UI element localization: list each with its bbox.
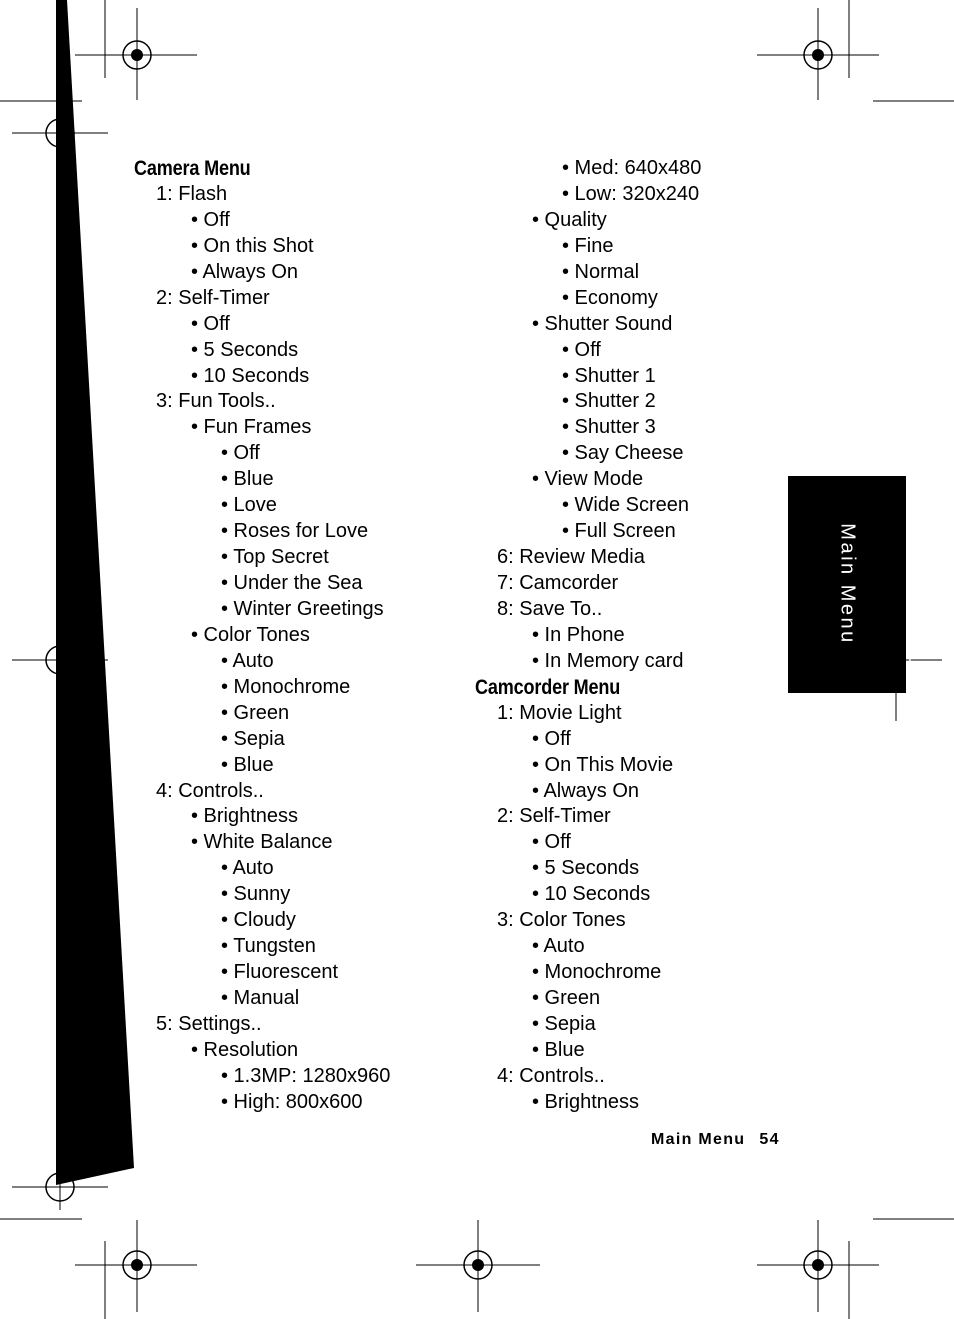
menu-item: • Monochrome xyxy=(532,961,662,984)
menu-item: • 1.3MP: 1280x960 xyxy=(221,1064,391,1087)
menu-item: • Brightness xyxy=(532,1090,640,1113)
menu-item: • Resolution xyxy=(191,1038,299,1061)
menu-item: • On This Movie xyxy=(532,753,674,776)
menu-heading: Camcorder Menu xyxy=(475,675,621,699)
menu-item: • In Phone xyxy=(532,623,625,646)
menu-item: • Brightness xyxy=(191,805,299,828)
menu-item: • Blue xyxy=(532,1038,585,1061)
menu-item: • Color Tones xyxy=(191,623,310,646)
menu-item: • Always On xyxy=(191,260,299,283)
menu-item: • Auto xyxy=(221,649,274,672)
menu-item: • Shutter 3 xyxy=(562,416,656,439)
menu-item: • Monochrome xyxy=(221,675,351,698)
menu-item: • Top Secret xyxy=(221,546,329,569)
page-number: 54 xyxy=(759,1131,780,1148)
menu-item: • Blue xyxy=(221,468,274,491)
menu-item: • Med: 640x480 xyxy=(562,157,702,179)
menu-item: • In Memory card xyxy=(532,649,684,672)
menu-item: • Say Cheese xyxy=(562,442,684,465)
menu-item: • Blue xyxy=(221,753,274,776)
menu-item: • 10 Seconds xyxy=(191,364,310,387)
menu-item: • Low: 320x240 xyxy=(562,182,700,205)
menu-item: • 5 Seconds xyxy=(191,338,299,361)
menu-item: • 10 Seconds xyxy=(532,883,651,906)
menu-item: • Normal xyxy=(562,260,640,283)
menu-item: 8: Save To.. xyxy=(497,597,603,620)
menu-item: 2: Self-Timer xyxy=(156,286,270,309)
menu-item: • Auto xyxy=(532,935,585,958)
menu-item: • Sepia xyxy=(221,727,285,750)
menu-item: • Manual xyxy=(221,987,300,1009)
menu-item: • Full Screen xyxy=(562,520,676,543)
menu-item: • Green xyxy=(221,701,290,724)
section-thumb-tab xyxy=(788,476,906,693)
menu-item: 6: Review Media xyxy=(497,546,645,569)
menu-item: • On this Shot xyxy=(191,234,314,257)
menu-item: • Auto xyxy=(221,857,274,880)
left-menu-column xyxy=(134,156,390,1116)
menu-item: 4: Controls.. xyxy=(156,779,264,802)
menu-item: 3: Fun Tools.. xyxy=(156,390,276,413)
menu-item: • Fine xyxy=(562,234,614,257)
menu-item: • Shutter 2 xyxy=(562,390,656,413)
menu-item: • Off xyxy=(532,727,571,750)
menu-item: • Wide Screen xyxy=(562,494,690,517)
menu-item: • Winter Greetings xyxy=(221,597,384,620)
menu-item: • View Mode xyxy=(532,468,644,491)
menu-item: 1: Flash xyxy=(156,182,228,205)
menu-item: • Shutter Sound xyxy=(532,312,673,335)
footer-section-title: Main Menu xyxy=(651,1131,746,1148)
menu-item: • High: 800x600 xyxy=(221,1090,363,1113)
section-tab-label: Main Menu xyxy=(836,523,859,645)
menu-item: 5: Settings.. xyxy=(156,1012,262,1035)
menu-item: 1: Movie Light xyxy=(497,701,622,724)
menu-item: • Love xyxy=(221,494,277,517)
menu-item: • Off xyxy=(532,831,571,854)
page-footer xyxy=(651,1131,780,1149)
menu-item: 3: Color Tones xyxy=(497,909,626,932)
menu-item: • Off xyxy=(191,312,230,335)
menu-heading: Camera Menu xyxy=(134,157,251,180)
menu-item: 4: Controls.. xyxy=(497,1064,605,1087)
menu-item: • Off xyxy=(562,338,601,361)
menu-item: 7: Camcorder xyxy=(497,572,619,594)
menu-item: • Economy xyxy=(562,286,658,309)
right-menu-column xyxy=(475,156,701,1116)
menu-item: • Off xyxy=(221,442,260,465)
menu-item: • Off xyxy=(191,208,230,231)
menu-item: • Quality xyxy=(532,208,607,231)
menu-item: • Cloudy xyxy=(221,909,296,932)
menu-item: • Fluorescent xyxy=(221,961,339,984)
menu-item: • Fun Frames xyxy=(191,416,312,439)
menu-item: • Tungsten xyxy=(221,935,316,958)
menu-item: • 5 Seconds xyxy=(532,857,640,880)
menu-item: • Sepia xyxy=(532,1012,596,1035)
menu-item: 2: Self-Timer xyxy=(497,805,611,828)
menu-item: • White Balance xyxy=(191,831,333,854)
menu-item: • Always On xyxy=(532,779,640,802)
menu-item: • Roses for Love xyxy=(221,520,369,543)
menu-item: • Shutter 1 xyxy=(562,364,656,387)
menu-item: • Under the Sea xyxy=(221,572,363,594)
menu-item: • Sunny xyxy=(221,883,291,906)
menu-item: • Green xyxy=(532,987,601,1009)
